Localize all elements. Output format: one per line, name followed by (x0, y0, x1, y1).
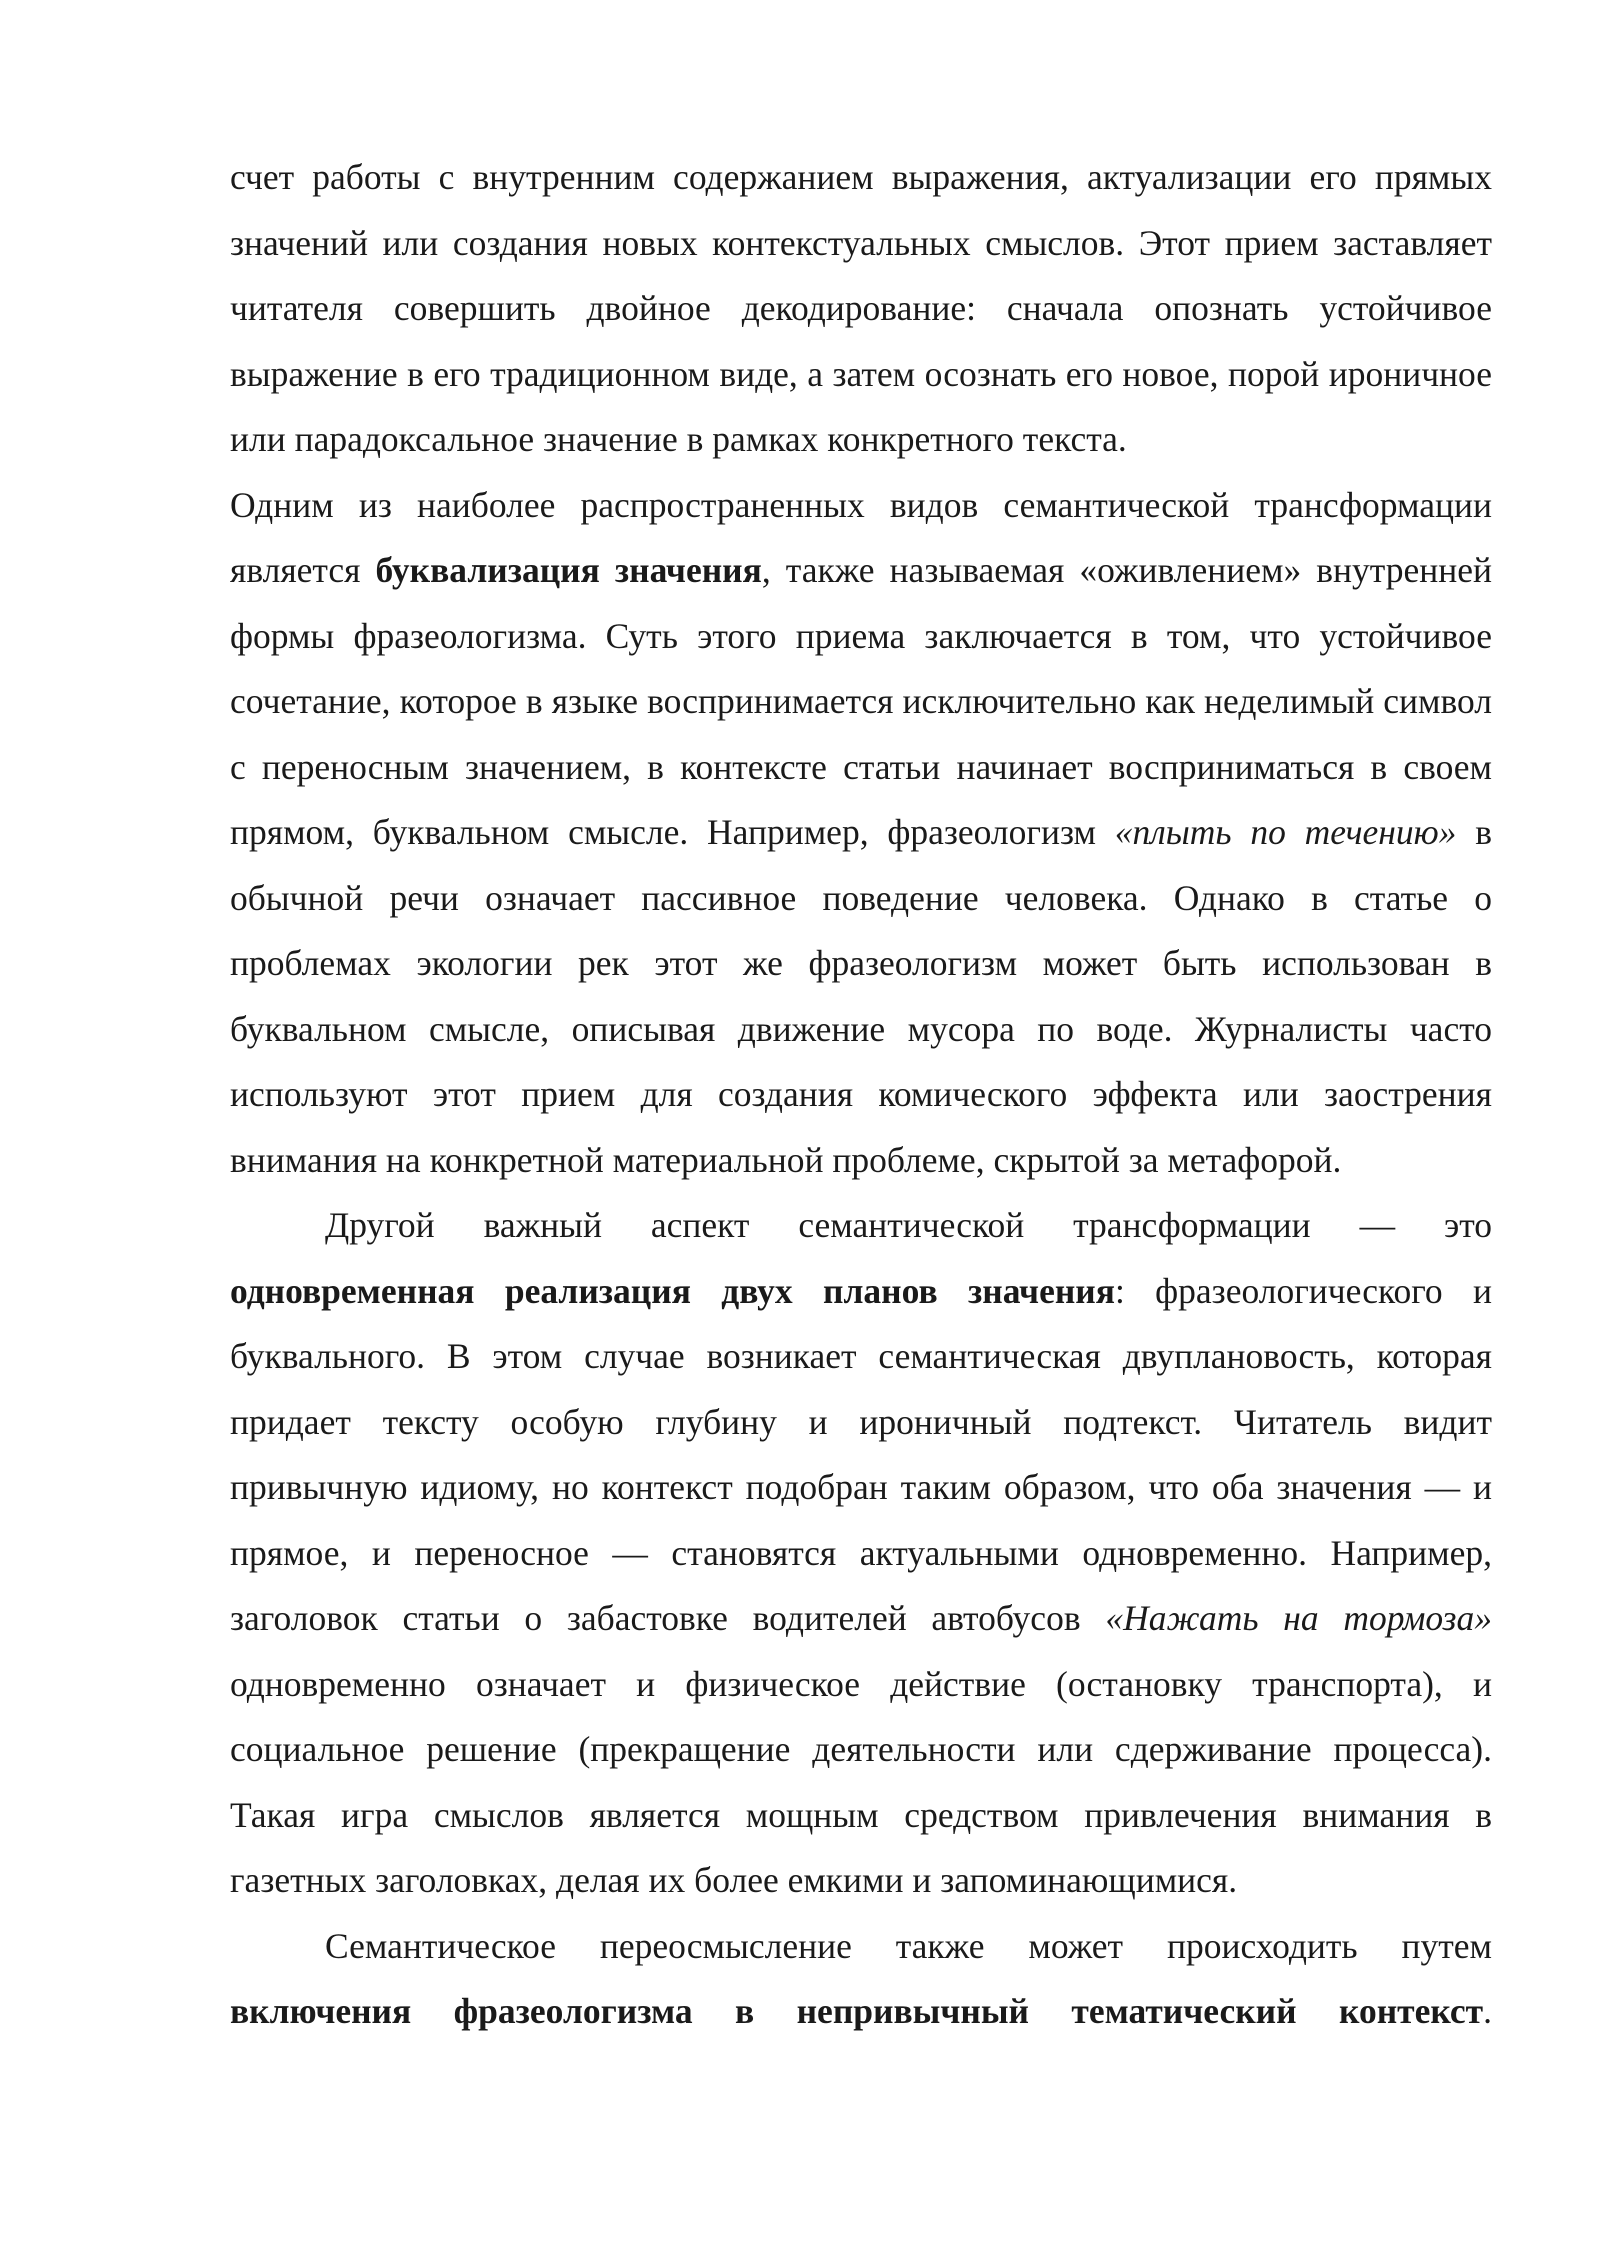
paragraph-text: Одним из наиболее распространенных видов семантической трансформации является (230, 484, 1492, 590)
paragraph-3 (230, 1193, 1492, 1914)
paragraph-1 (230, 145, 1492, 473)
bold-term: буквализация значения (375, 550, 762, 590)
paragraph-text: в обычной речи означает пассивное поведение человека. Однако в статье о проблемах экологии рек этот же фразеологизм может быть использован в буквальном смысле, описывая движение мусора по воде. Журналисты часто используют этот прием для создания комического эффекта или заострения внимания на конкретной материальной проблеме, скрытой за метафорой. (230, 812, 1493, 1180)
italic-example: «Нажать на тормоза» (1105, 1598, 1493, 1638)
paragraph-text: . (1483, 1991, 1492, 2031)
bold-term: включения фразеологизма в непривычный тематический контекст (230, 1991, 1484, 2031)
paragraph-text: счет работы с внутренним содержанием выражения, актуализации его прямых значений или создания новых контекстуальных смыслов. Этот прием заставляет читателя совершить двойное декодирование: сначала опознать устойчивое выражение в его традиционном виде, а затем осознать его новое, порой ироничное или парадоксальное значение в рамках конкретного текста. (230, 157, 1492, 459)
bold-term: одновременная реализация двух планов значения (230, 1270, 1115, 1311)
paragraph-4 (230, 1914, 1492, 2110)
paragraph-text: Другой важный аспект семантической трансформации — это (325, 1205, 1492, 1245)
paragraph-text: : фразеологического и буквального. В этом случае возникает семантическая двуплановость, которая придает тексту особую глубину и ироничный подтекст. Читатель видит привычную идиому, но контекст подобран таким образом, что оба значения — и прямое, и переносное — становятся актуальными одновременно. Например, заголовок статьи о забастовке водителей автобусов (230, 1270, 1492, 1638)
paragraph-2 (230, 473, 1492, 1194)
paragraph-text: , также называемая «оживлением» внутренней формы фразеологизма. Суть этого приема заключается в том, что устойчивое сочетание, которое в языке воспринимается исключительно как неделимый символ с переносным значением, в контексте статьи начинает восприниматься в своем прямом, буквальном смысле. Например, фразеологизм (230, 550, 1492, 852)
paragraph-text: одновременно означает и физическое действие (остановку транспорта), и социальное решение (прекращение деятельности или сдерживание процесса). Такая игра смыслов является мощным средством привлечения внимания в газетных заголовках, делая их более емкими и запоминающимися. (230, 1663, 1492, 1900)
italic-example: «плыть по течению» (1114, 812, 1457, 852)
document-body (230, 145, 1492, 2110)
paragraph-text: Семантическое переосмысление также может происходить путем (325, 1925, 1492, 1966)
